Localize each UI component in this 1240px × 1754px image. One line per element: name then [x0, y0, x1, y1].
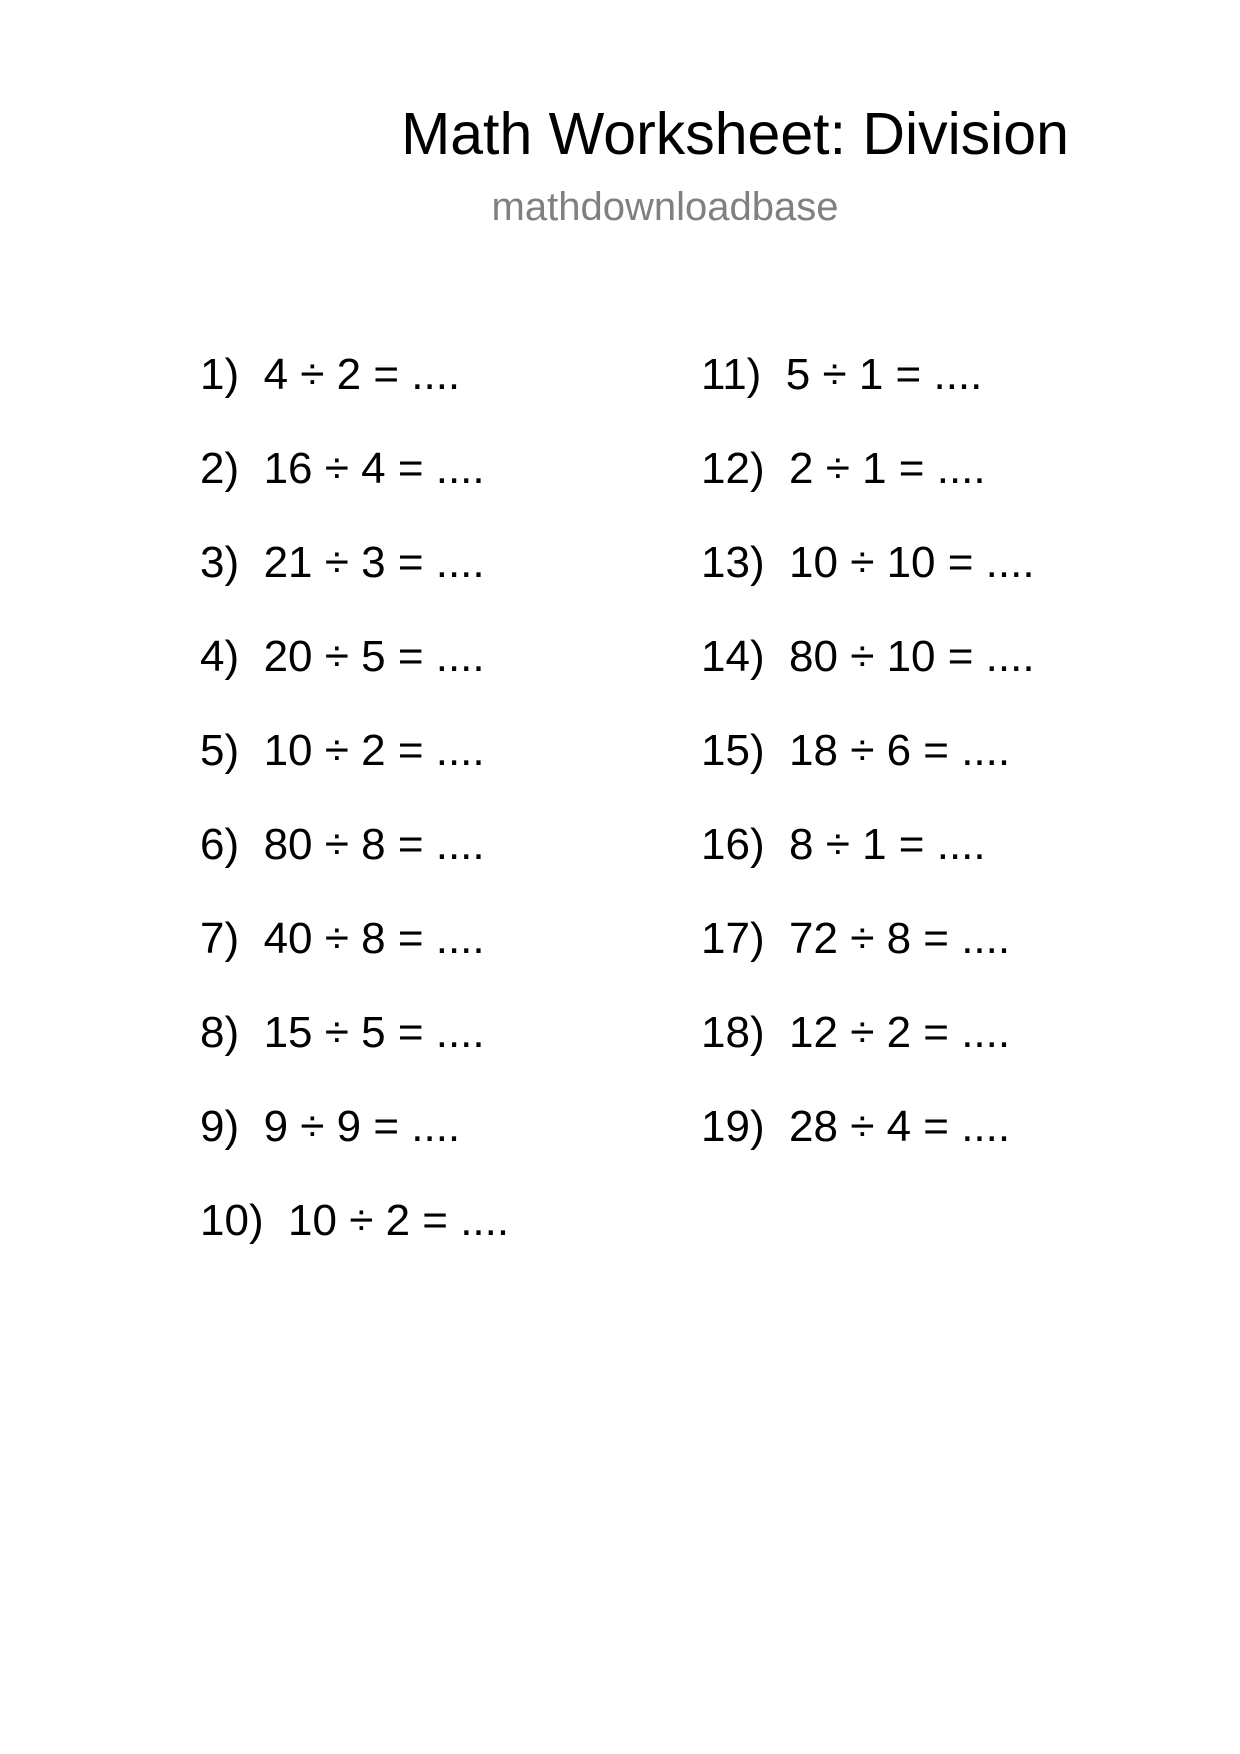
problem-expression: 28 ÷ 4 = ....: [789, 1102, 1011, 1151]
problem-number: 3): [200, 538, 240, 587]
problem-expression: 10 ÷ 10 = ....: [789, 538, 1035, 587]
problem-expression: 10 ÷ 2 = ....: [288, 1196, 510, 1245]
problem-11: [701, 347, 982, 403]
problem-expression: 80 ÷ 10 = ....: [789, 632, 1035, 681]
problem-2: [200, 441, 485, 497]
problem-19: [701, 1099, 1010, 1155]
problem-expression: 15 ÷ 5 = ....: [263, 1008, 485, 1057]
problem-5: [200, 723, 485, 779]
problem-3: [200, 535, 485, 591]
problem-7: [200, 911, 485, 967]
problem-number: 2): [200, 444, 240, 493]
problem-number: 16): [701, 820, 765, 869]
problem-number: 1): [200, 350, 240, 399]
problem-number: 15): [701, 726, 765, 775]
problem-8: [200, 1005, 485, 1061]
problem-expression: 12 ÷ 2 = ....: [789, 1008, 1011, 1057]
problem-15: [701, 723, 1010, 779]
problem-number: 19): [701, 1102, 765, 1151]
problem-expression: 80 ÷ 8 = ....: [263, 820, 485, 869]
problem-number: 7): [200, 914, 240, 963]
problem-expression: 4 ÷ 2 = ....: [263, 350, 461, 399]
problem-number: 6): [200, 820, 240, 869]
problem-14: [701, 629, 1035, 685]
problem-expression: 21 ÷ 3 = ....: [263, 538, 485, 587]
problem-number: 9): [200, 1102, 240, 1151]
problem-expression: 16 ÷ 4 = ....: [263, 444, 485, 493]
problem-number: 4): [200, 632, 240, 681]
problem-expression: 20 ÷ 5 = ....: [263, 632, 485, 681]
worksheet-subtitle: mathdownloadbase: [491, 185, 839, 229]
problem-12: [701, 441, 986, 497]
problem-expression: 40 ÷ 8 = ....: [263, 914, 485, 963]
problem-6: [200, 817, 485, 873]
problem-13: [701, 535, 1035, 591]
problem-expression: 2 ÷ 1 = ....: [789, 444, 986, 493]
problem-expression: 9 ÷ 9 = ....: [263, 1102, 461, 1151]
problem-number: 10): [200, 1196, 264, 1245]
problem-expression: 18 ÷ 6 = ....: [789, 726, 1011, 775]
problem-4: [200, 629, 485, 685]
problem-number: 13): [701, 538, 765, 587]
problem-number: 11): [701, 350, 762, 399]
problem-number: 12): [701, 444, 765, 493]
problem-expression: 8 ÷ 1 = ....: [789, 820, 986, 869]
problem-expression: 5 ÷ 1 = ....: [785, 350, 983, 399]
problem-number: 17): [701, 914, 765, 963]
problem-expression: 72 ÷ 8 = ....: [789, 914, 1011, 963]
problem-9: [200, 1099, 460, 1155]
problem-expression: 10 ÷ 2 = ....: [263, 726, 485, 775]
problem-number: 5): [200, 726, 240, 775]
problem-number: 8): [200, 1008, 240, 1057]
problem-18: [701, 1005, 1010, 1061]
problem-number: 14): [701, 632, 765, 681]
problem-10: [200, 1193, 509, 1249]
worksheet-title: Math Worksheet: Division: [401, 101, 1069, 167]
problem-17: [701, 911, 1010, 967]
problem-1: [200, 347, 460, 403]
problem-number: 18): [701, 1008, 765, 1057]
problem-16: [701, 817, 986, 873]
